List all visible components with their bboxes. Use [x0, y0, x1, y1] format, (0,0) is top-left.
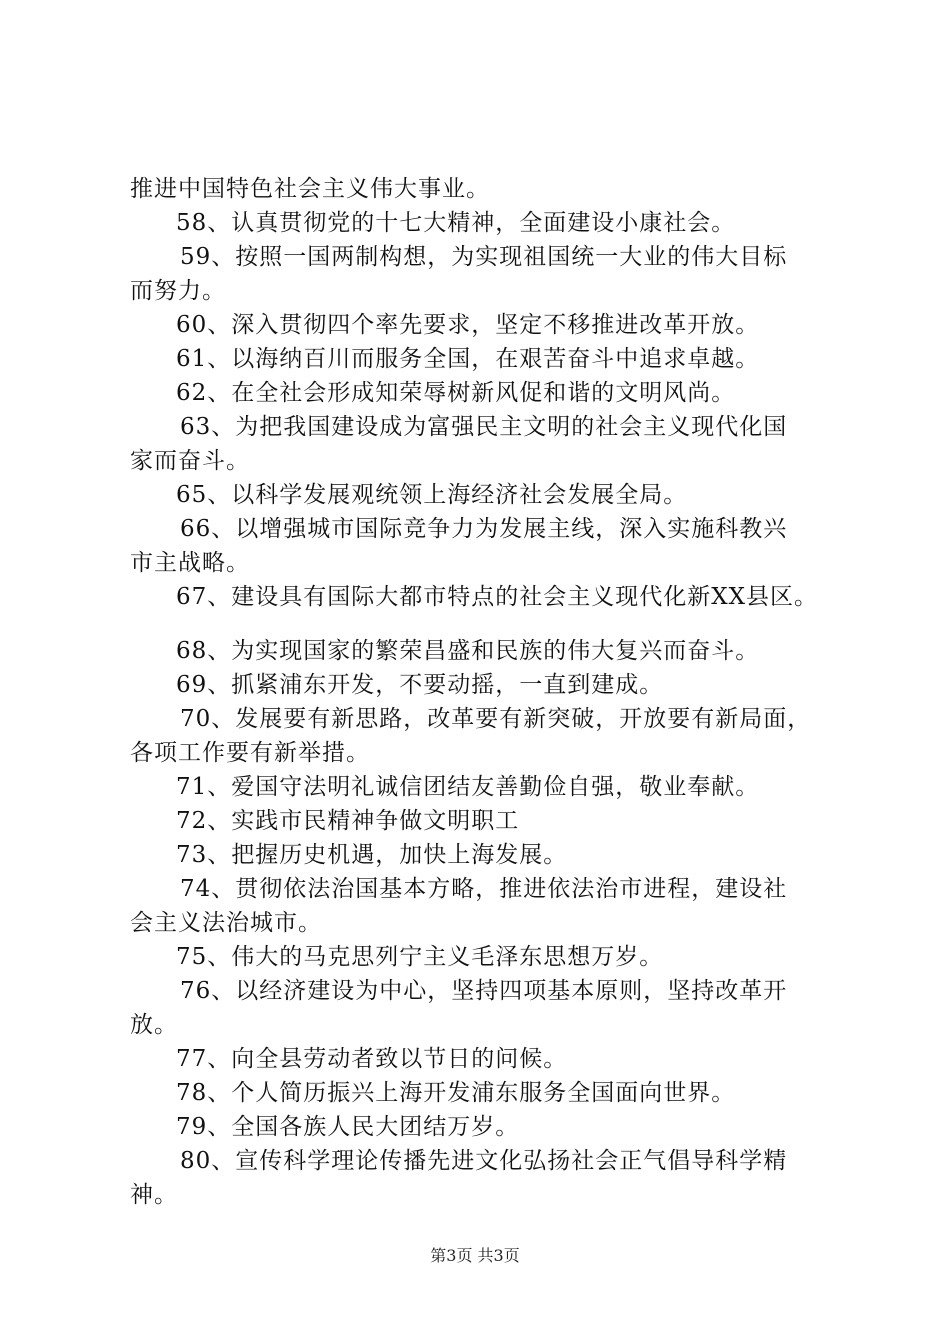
text-line: 77、向全县劳动者致以节日的问候。: [176, 1046, 568, 1072]
page-number-label: 第3页 共3页: [430, 1246, 520, 1265]
text-line: 65、以科学发展观统领上海经济社会发展全局。: [176, 482, 688, 508]
text-line: 69、抓紧浦东开发，不要动摇，一直到建成。: [176, 672, 664, 698]
text-line-continuation: 会主义法治城市。: [130, 910, 322, 936]
text-line-continuation: 神。: [130, 1182, 178, 1208]
text-line: 58、认真贯彻党的十七大精神，全面建设小康社会。: [176, 210, 736, 236]
text-line: 74、贯彻依法治国基本方略，推进依法治市进程，建设社: [180, 876, 788, 902]
text-line: 79、全国各族人民大团结万岁。: [176, 1114, 520, 1140]
text-line: 67、建设具有国际大都市特点的社会主义现代化新XX县区。: [176, 584, 819, 610]
text-line-continuation: 市主战略。: [130, 550, 250, 576]
text-line: 66、以增强城市国际竞争力为发展主线，深入实施科教兴: [180, 516, 788, 542]
paragraph-gap: [130, 614, 850, 634]
text-line-continuation: 而努力。: [130, 278, 226, 304]
text-line: 62、在全社会形成知荣辱树新风促和谐的文明风尚。: [176, 380, 736, 406]
text-line-continuation: 各项工作要有新举措。: [130, 740, 370, 766]
document-body: [130, 172, 850, 1212]
text-line: 59、按照一国两制构想，为实现祖国统一大业的伟大目标: [180, 244, 788, 270]
page-footer: [0, 1243, 950, 1266]
text-line-continuation: 放。: [130, 1012, 178, 1038]
text-line-continuation: 推进中国特色社会主义伟大事业。: [130, 176, 490, 202]
text-line: 63、为把我国建设成为富强民主文明的社会主义现代化国: [180, 414, 788, 440]
text-line: 72、实践市民精神争做文明职工: [176, 808, 520, 834]
text-line-continuation: 家而奋斗。: [130, 448, 250, 474]
text-line: 80、宣传科学理论传播先进文化弘扬社会正气倡导科学精: [180, 1148, 788, 1174]
text-line: 61、以海纳百川而服务全国，在艰苦奋斗中追求卓越。: [176, 346, 760, 372]
text-line: 70、发展要有新思路，改革要有新突破，开放要有新局面，: [180, 706, 812, 732]
text-line: 75、伟大的马克思列宁主义毛泽东思想万岁。: [176, 944, 664, 970]
text-line: 71、爱国守法明礼诚信团结友善勤俭自强，敬业奉献。: [176, 774, 760, 800]
text-line: 78、个人简历振兴上海开发浦东服务全国面向世界。: [176, 1080, 736, 1106]
text-line: 73、把握历史机遇，加快上海发展。: [176, 842, 568, 868]
text-line: 76、以经济建设为中心，坚持四项基本原则，坚持改革开: [180, 978, 788, 1004]
text-line: 60、深入贯彻四个率先要求，坚定不移推进改革开放。: [176, 312, 760, 338]
text-line: 68、为实现国家的繁荣昌盛和民族的伟大复兴而奋斗。: [176, 638, 760, 664]
